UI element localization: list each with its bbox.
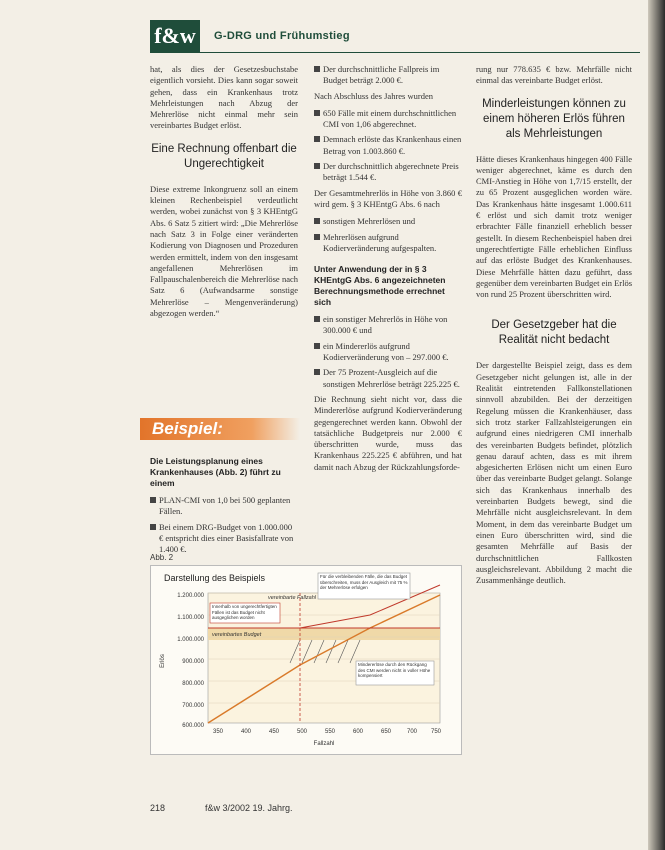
- column-3: [476, 64, 632, 592]
- x-ticks: [213, 729, 442, 735]
- figure-chart: [150, 565, 460, 753]
- x-tick-label: 700: [406, 729, 418, 735]
- list-item: Mehrerlösen aufgrund Kodierveränderung aufgespalten.: [314, 232, 462, 255]
- x-tick-label: 750: [430, 729, 442, 735]
- figure-title: Darstellung des Beispiels: [164, 573, 266, 583]
- figure-caption: Abb. 2: [150, 553, 174, 562]
- y-ticks: [177, 593, 204, 729]
- beispiel-label: Beispiel:: [152, 419, 223, 438]
- y-tick-label: 1.000.000: [177, 637, 204, 643]
- column-3-body-1: Hätte dieses Krankenhaus hingegen 400 Fälle weniger abgerechnet, käme es durch den CMI-Anstieg in Höhe von 1,7/15 erstellt, der zu 65 Prozent ausgeglichen worden wäre. Das Krankenhaus hätte insgesamt 1.000.611 € erlöst und sich damit trotz weniger erbrachter Fälle finanziell erheblich besser gestellt. In diesem Rechenbeispiel haben drei ungerechtfertigte Fälle erheblichen Einfluss auf das erlöste Budget des Krankenhauses. Diese Mehrfälle hätten dazu geführt, dass gegenüber dem vereinbarten Budget ein Erlös von rund 25 Prozent überschritten wird.: [476, 153, 633, 300]
- column-3-heading-2: Der Gesetzgeber hat die Realität nicht bedacht: [491, 319, 617, 347]
- y-tick-label: 1.200.000: [177, 593, 204, 599]
- column-1-heading: Eine Rechnung offenbart die Ungerechtigkeit: [151, 142, 297, 170]
- x-axis-label: Fallzahl: [313, 741, 335, 747]
- list-item: ein sonstiger Mehrerlös in Höhe von 300.000 € und: [314, 314, 462, 337]
- y-tick-label: 1.100.000: [177, 615, 204, 621]
- y-tick-label: 900.000: [182, 659, 204, 665]
- note-left-text: Innerhalb von ungerechtfertigten Fällen ist das Budget nicht ausgeglichen worden: [212, 604, 277, 620]
- column-3-heading-1: Minderleistungen können zu einem höheren Erlös führen als Mehrleistungen: [482, 97, 626, 140]
- x-tick-label: 500: [296, 729, 308, 735]
- y-tick-label: 600.000: [182, 723, 204, 729]
- x-tick-label: 550: [324, 729, 336, 735]
- fallzahl-line-label: vereinbarte Fallzahl: [268, 595, 316, 601]
- y-tick-label: 800.000: [182, 681, 204, 687]
- list-item: ein Mindererlös aufgrund Kodierveränderung von – 297.000 €.: [314, 341, 462, 364]
- column-1-example: [150, 452, 298, 559]
- column-2-para1: Nach Abschluss des Jahres wurden: [314, 90, 433, 101]
- list-item: Der 75 Prozent-Ausgleich auf die sonstigen Mehrerlöse beträgt 225.225 €.: [314, 367, 462, 390]
- list-item: Demnach erlöste das Krankenhaus einen Betrag von 1.003.860 €.: [314, 134, 462, 157]
- budget-line-label: vereinbartes Budget: [212, 632, 262, 638]
- column-2-subheading: Unter Anwendung der in § 3 KHEntgG Abs. 6 angezeichneten Berechnungsmethode errechnet sich: [314, 264, 446, 308]
- section-title: G-DRG und Frühumstieg: [214, 30, 350, 42]
- magazine-issue: f&w 3/2002 19. Jahrg.: [205, 803, 293, 813]
- x-tick-label: 400: [240, 729, 252, 735]
- y-tick-label: 700.000: [182, 703, 204, 709]
- page-edge-shadow: [648, 0, 665, 850]
- note-right-bottom-text: Mindererlöse durch den Rückgang des CMI werden nicht in voller Höhe kompensiert: [358, 662, 431, 678]
- header-divider: [150, 52, 640, 53]
- list-item: Der durchschnittlich abgerechnete Preis beträgt 1.544 €.: [314, 161, 462, 184]
- column-1-body: Diese extreme Inkongruenz soll an einem kleinen Rechenbeispiel verdeutlicht werden, wobei zunächst von § 3 KHEntgG Abs. 6 Satz 5 zitiert wird: „Die Mehrerlöse nach Satz 3 in Folge einer veränderten Kodierung von Diagnosen und Prozeduren werden ermittelt, indem von den insgesamt angefallenen Mehrerlösen im Fallpauschalenbereich die Mehrerlöse nach Satz 6 (Aufwandsarme sonstige Mehrerlöse – Mengenveränderung) abgezogen werden.“: [150, 183, 298, 319]
- column-3-body-2: Der dargestellte Beispiel zeigt, dass es dem Gesetzgeber nicht gelungen ist, alle in der Realität eintretenden Fallkonstellationen sinnvoll abzubilden. Bei der derzeitigen Regelung müssen die Krankenhäuser, dass sich trotz starker Fallzahlsteigerungen ein aufgrund eines niedrigeren CMI innerhalb des vereinbarten Budgets befindet, plötzlich genau darauf achten, dass es mit ihrem abgesicherten Erlösen nicht um einen Euro über das vereinbarte Budget gelangt. Solange sich das Krankenhaus innerhalb des vereinbarten Budgets bewegt, sind die Mehrfälle nicht ausgleichsrelevant. In dem Moment, in dem das vereinbarte Budget um einen Euro überschritten wird, sind die gesamten Mehrfälle auf Basis der durchschnittlichen Fallkosten ausgleichsrelevant. Abbildung 2 macht die Zusammenhänge deutlich.: [476, 360, 632, 586]
- magazine-logo: f&w: [150, 20, 200, 52]
- list-item: Der durchschnittliche Fallpreis im Budget beträgt 2.000 €.: [314, 64, 462, 87]
- list-item: 650 Fälle mit einem durchschnittlichen CMI von 1,06 abgerechnet.: [314, 108, 462, 131]
- column-2-para2: Der Gesamtmehrerlös in Höhe von 3.860 € wird gem. § 3 KHEntgG Abs. 6 nach: [314, 187, 462, 209]
- column-2: [314, 64, 462, 479]
- x-tick-label: 650: [380, 729, 392, 735]
- x-tick-label: 600: [352, 729, 364, 735]
- column-1-subheading: Die Leistungsplanung eines Krankenhauses (Abb. 2) führt zu einem: [150, 456, 281, 488]
- page-number: 218: [150, 803, 166, 813]
- column-3-intro: rung nur 778.635 € bzw. Mehrfälle nicht einmal das vereinbarte Budget erlöst.: [476, 64, 632, 86]
- column-1-intro: hat, als dies der Gesetzesbuchstabe eigentlich vorsieht. Dies kann sogar soweit gehen, dass ein Krankenhaus trotz Mehrleistungen nach Abzug der Mehrerlöse nicht einmal mehr sein vereinbartes Budget erlöst.: [150, 64, 298, 131]
- column-2-para3: Die Rechnung sieht nicht vor, dass die Mindererlöse aufgrund Kodierveränderung gegengerechnet werden kann. Obwohl der tatsächliche Budgetpreis nur 2.000 € überschritten wurde, muss das Krankenhaus 225.225 € abführen, und hat damit nach Abzug der Rückzahlungsforde-: [314, 393, 462, 472]
- beispiel-banner: [140, 418, 300, 440]
- list-item: PLAN-CMI von 1,0 bei 500 geplanten Fällen.: [150, 495, 298, 518]
- x-tick-label: 350: [212, 729, 224, 735]
- column-1: [150, 64, 298, 325]
- x-tick-label: 450: [268, 729, 280, 735]
- list-item: Bei einem DRG-Budget von 1.000.000 € entspricht dies einer Basisfallrate von 1.400 €.: [150, 522, 298, 556]
- list-item: sonstigen Mehrerlösen und: [314, 216, 462, 227]
- y-axis-label: Erlös: [160, 654, 166, 668]
- note-right-top-text: Für die verbleibenden Fälle, die das Budget überschreiten, muss der Ausgleich mit 75 % der Mehrerlöse erfolgen: [320, 574, 408, 590]
